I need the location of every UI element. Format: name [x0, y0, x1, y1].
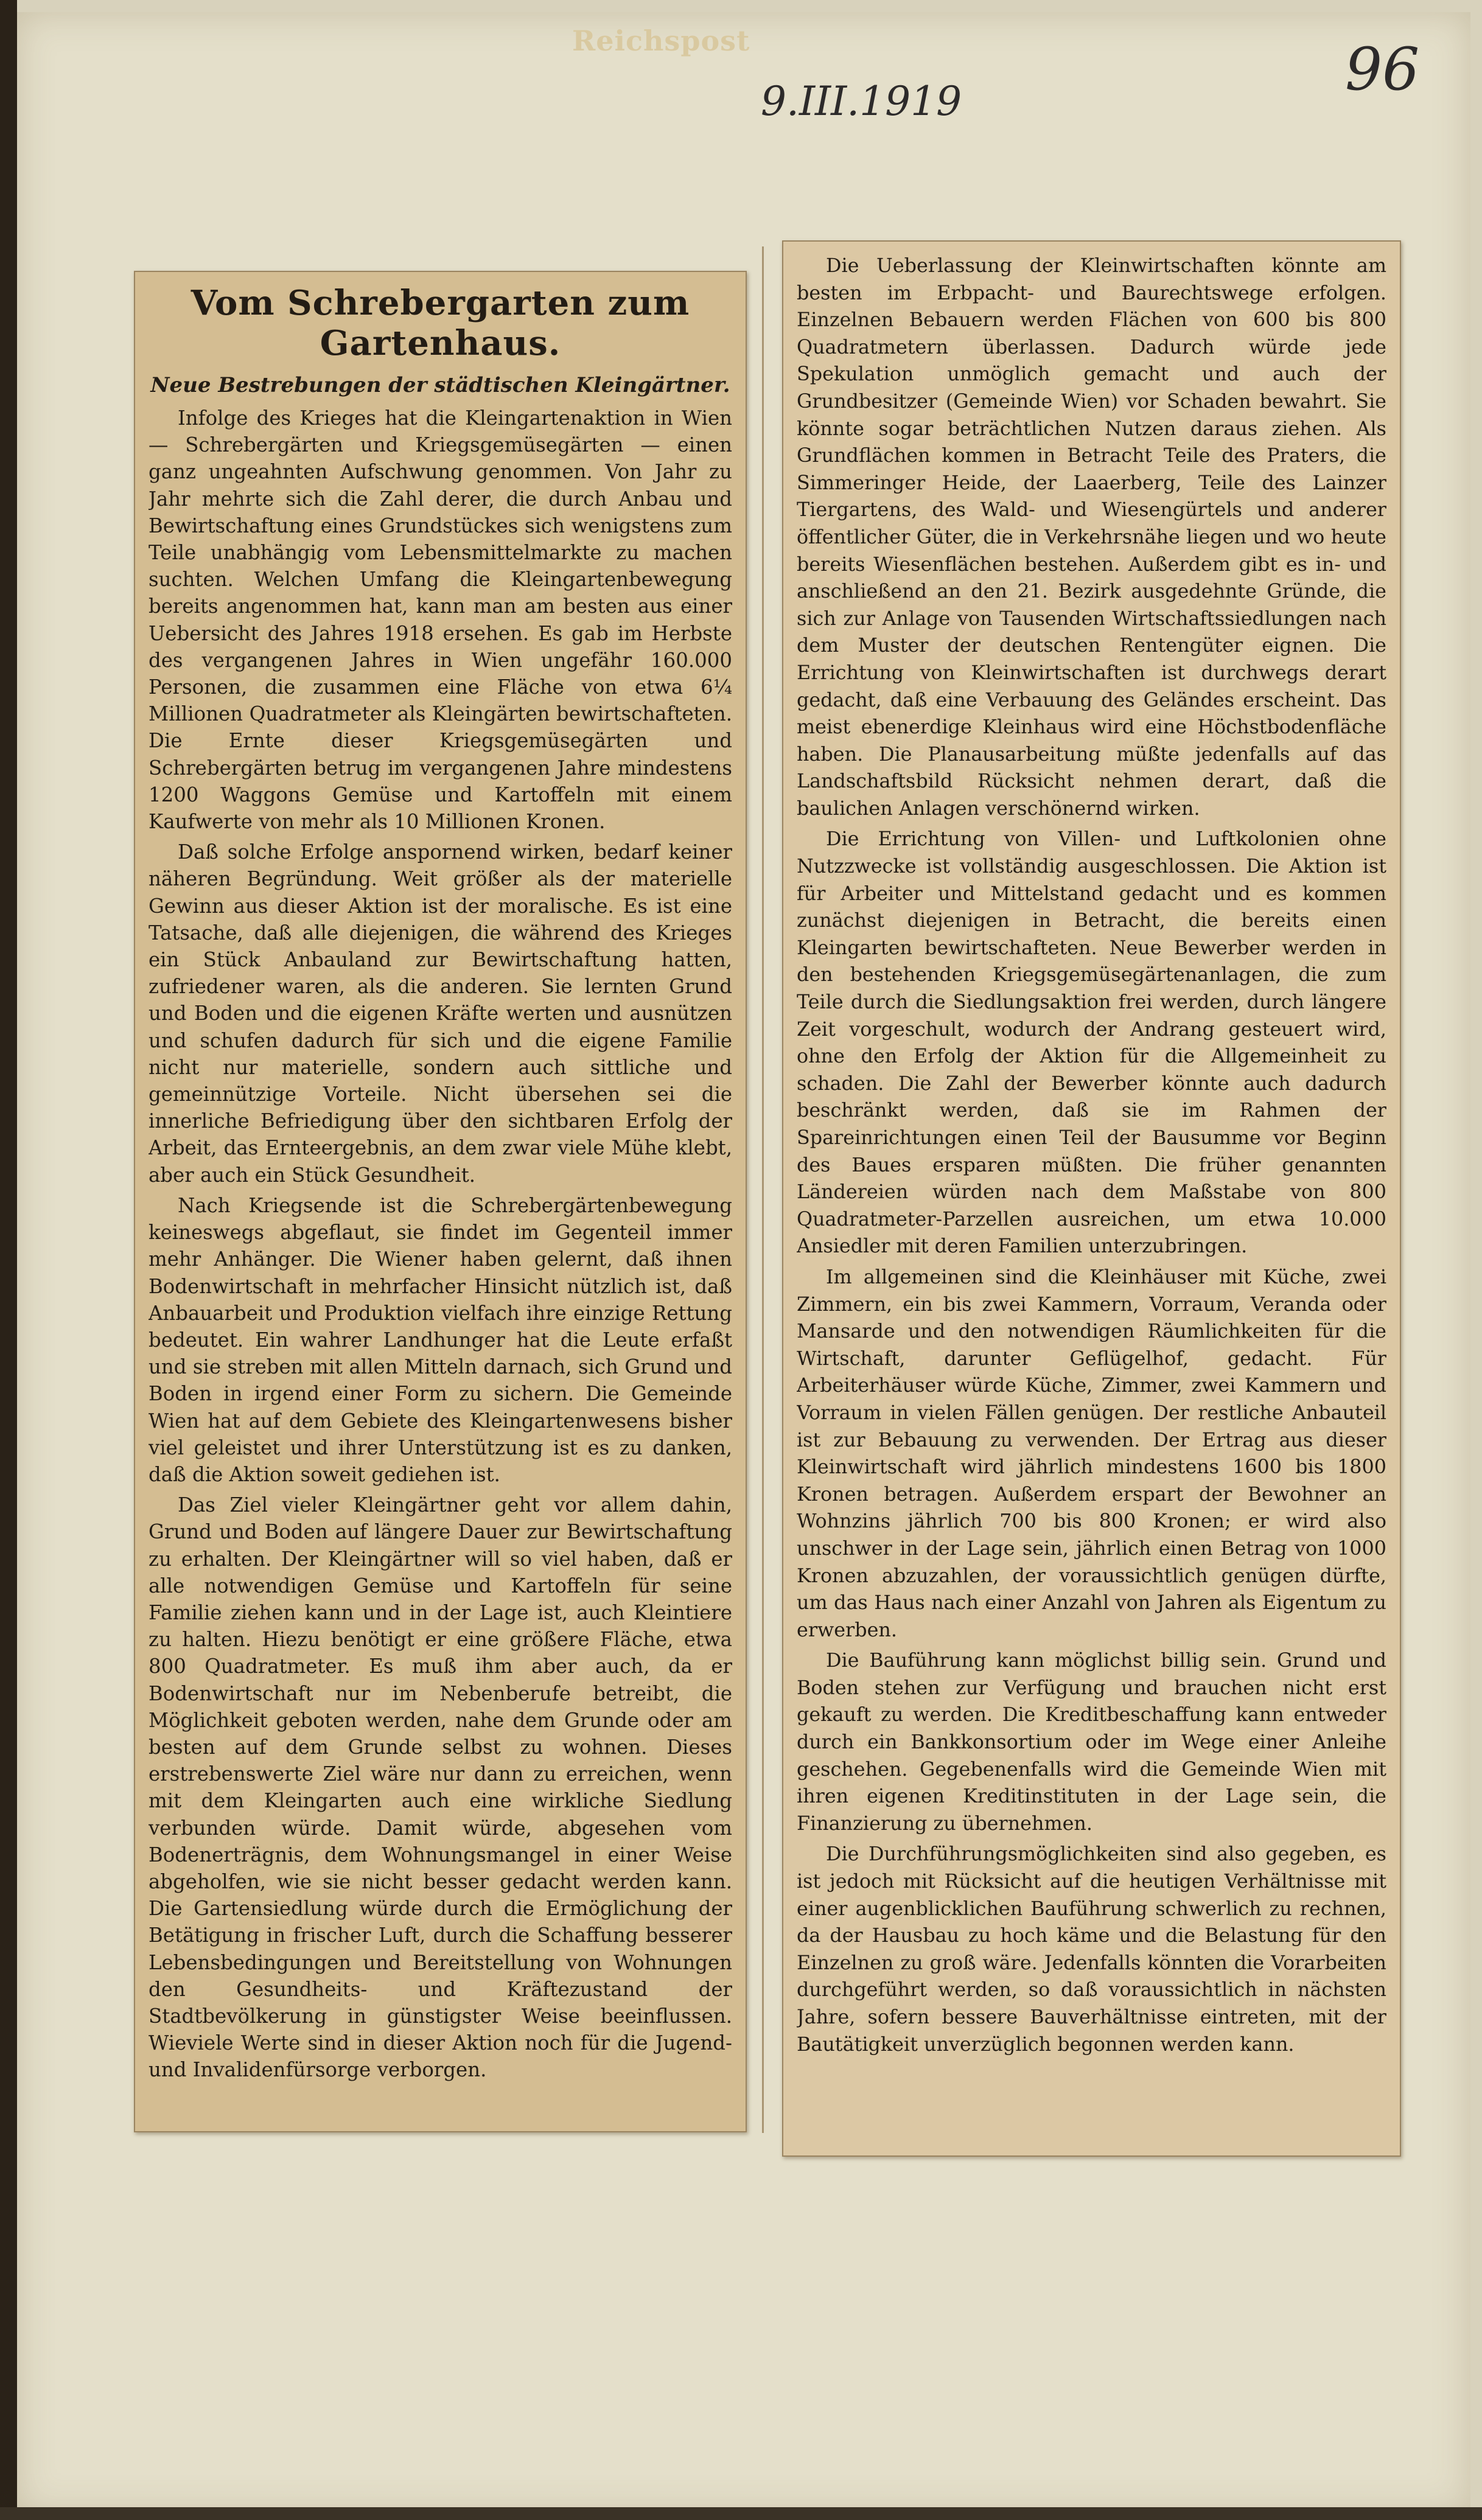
right-paragraph: Die Bauführung kann möglichst billig sein. Grund und Boden stehen zur Verfügung und brauchen nicht erst gekauft zu werden. Die Kreditbeschaffung kann entweder durch ein Bankkonsortium oder im Wege einer Anleihe geschehen. Gegebenenfalls wird die Gemeinde Wien mit ihren eigenen Kreditinstituten in der Lage sein, die Finanzierung zu übernehmen. [797, 1649, 1386, 1835]
handwritten-date: 9.III.1919 [761, 78, 962, 125]
handwritten-number: 96 [1345, 35, 1420, 103]
right-paragraph: Die Errichtung von Villen- und Luftkolonien ohne Nutzzwecke ist vollständig ausgeschlossen. Die Aktion ist für Arbeiter und Mittelstand gedacht und es kommen zunächst diejenigen in Betracht, die bereits einen Kleingarten bewirtschafteten. Neue Bewerber werden in den bestehenden Kriegsgemüsegärtenanlagen, die zum Teile durch die Siedlungsaktion frei werden, durch längere Zeit vorgeschult, wodurch der Andrang gesteuert wird, ohne den Erfolg der Aktion für die Allgemeinheit zu schaden. Die Zahl der Bewerber könnte auch dadurch beschränkt werden, daß sie im Rahmen der Spareinrichtungen einen Teil der Bausumme vor Beginn des Baues ersparen müßten. Die früher genannten Ländereien würden nach dem Maßstabe von 800 Quadratmeter-Parzellen ausreichen, um etwa 10.000 Ansiedler mit deren Familien unterzubringen. [797, 828, 1386, 1258]
left-paragraph: Infolge des Krieges hat die Kleingartenaktion in Wien — Schrebergärten und Kriegsgemüsegärten — einen ganz ungeahnten Aufschwung genommen. Von Jahr zu Jahr mehrte sich die Zahl derer, die durch Anbau und Bewirtschaftung eines Grundstückes sich wenigstens zum Teile unabhängig vom Lebensmittelmarkte zu machen suchten. Welchen Umfang die Kleingartenbewegung bereits angenommen hat, kann man am besten aus einer Uebersicht des Jahres 1918 ersehen. Es gab im Herbste des vergangenen Jahres in Wien ungefähr 160.000 Personen, die zusammen eine Fläche von etwa 6¼ Millionen Quadratmeter als Kleingärten bewirtschafteten. Die Ernte dieser Kriegsgemüsegärten und Schrebergärten betrug im vergangenen Jahre mindestens 1200 Waggons Gemüse und Kartoffeln mit einem Kaufwerte von mehr als 10 Millionen Kronen. [149, 407, 732, 834]
source-stamp: Reichspost [572, 24, 750, 57]
clipping-left-column [134, 271, 747, 2132]
left-paragraph: Nach Kriegsende ist die Schrebergärtenbewegung keineswegs abgeflaut, sie findet im Gegenteil immer mehr Anhänger. Die Wiener haben gelernt, daß ihnen Bodenwirtschaft in mehrfacher Hinsicht nützlich ist, daß Anbauarbeit und Produktion vielfach ihre einzige Rettung bedeutet. Ein wahrer Landhunger hat die Leute erfaßt und sie streben mit allen Mitteln darnach, sich Grund und Boden in irgend einer Form zu sichern. Die Gemeinde Wien hat auf dem Gebiete des Kleingartenwesens bisher viel geleistet und ihrer Unterstützung ist es zu danken, daß die Aktion soweit gediehen ist. [149, 1193, 732, 1486]
article-subtitle: Neue Bestrebungen der städtischen Kleingärtner. [150, 373, 730, 397]
left-paragraph: Das Ziel vieler Kleingärtner geht vor allem dahin, Grund und Boden auf längere Dauer zur Bewirtschaftung zu erhalten. Der Kleingärtner will so viel haben, daß er alle notwendigen Gemüse und Kartoffeln für seine Familie ziehen kann und in der Lage ist, auch Kleintiere zu halten. Hiezu benötigt er eine größere Fläche, etwa 800 Quadratmeter. Es muß ihm aber auch, da er Bodenwirtschaft nur im Nebenberufe betreibt, die Möglichkeit geboten werden, nahe dem Grunde oder am besten auf dem Grunde selbst zu wohnen. Dieses erstrebenswerte Ziel wäre nur dann zu erreichen, wenn mit dem Kleingarten auch eine wirkliche Siedlung verbunden würde. Damit würde, abgesehen vom Bodenerträgnis, dem Wohnungsmangel in einer Weise abgeholfen, wie sie nicht besser gedacht werden kann. Die Gartensiedlung würde durch die Ermöglichung der Betätigung in frischer Luft, durch die Schaffung besserer Lebensbedingungen und Bereitstellung von Wohnungen den Gesundheits- und Kräftezustand der Stadtbevölkerung in günstigster Weise beeinflussen. Wieviele Werte sind in dieser Aktion noch für die Jugend- und Invalidenfürsorge verborgen. [149, 1493, 732, 2082]
right-paragraph: Die Ueberlassung der Kleinwirtschaften könnte am besten im Erbpacht- und Baurechtswege erfolgen. Einzelnen Bebauern werden Flächen von 600 bis 800 Quadratmetern überlassen. Dadurch würde jede Spekulation unmöglich gemacht und auch der Grundbesitzer (Gemeinde Wien) vor Schaden bewahrt. Sie könnte sogar beträchtlichen Nutzen daraus ziehen. Als Grundflächen kommen in Betracht Teile des Praters, die Simmeringer Heide, der Laaerberg, Teile des Lainzer Tiergartens, des Wald- und Wiesengürtels und anderer öffentlicher Güter, die in Verkehrsnähe liegen und wo heute bereits Wiesenflächen bestehen. Außerdem gibt es in- und anschließend an den 21. Bezirk ausgedehnte Gründe, die sich zur Anlage von Tausenden Wirtschaftssiedlungen nach dem Muster der deutschen Rentengüter eignen. Die Errichtung von Kleinwirtschaften ist durchwegs derart gedacht, daß eine Verbauung des Geländes erscheint. Das meist ebenerdige Kleinhaus wird eine Höchstbodenfläche haben. Die Planausarbeitung müßte jedenfalls auf das Landschaftsbild Rücksicht nehmen derart, daß die baulichen Anlagen verschönernd wirken. [797, 254, 1386, 820]
clipping-right-column [782, 240, 1401, 2157]
right-paragraph: Die Durchführungsmöglichkeiten sind also gegeben, es ist jedoch mit Rücksicht auf die heutigen Verhältnisse mit einer augenblicklichen Bauführung schwerlich zu rechnen, da der Hausbau zu hoch käme und die Belastung für den Einzelnen zu groß wäre. Jedenfalls könnten die Vorarbeiten durchgeführt werden, so daß voraussichtlich in nächsten Jahre, sofern bessere Bauverhältnisse eintreten, mit der Bautätigkeit unverzüglich begonnen werden kann. [797, 1843, 1386, 2056]
scan-edge-left [0, 0, 17, 2520]
left-paragraph: Daß solche Erfolge anspornend wirken, bedarf keiner näheren Begründung. Weit größer als der materielle Gewinn aus dieser Aktion ist der moralische. Es ist eine Tatsache, daß alle diejenigen, die während des Krieges ein Stück Anbauland zur Bewirtschaftung hatten, zufriedener waren, als die anderen. Sie lernten Grund und Boden und die eigenen Kräfte werten und ausnützen und schufen dadurch für sich und die eigene Familie nicht nur materielle, sondern auch sittliche und gemeinnützige Vorteile. Nicht übersehen sei die innerliche Befriedigung über den sichtbaren Erfolg der Arbeit, das Ernteergebnis, an dem zwar viele Mühe klebt, aber auch ein Stück Gesundheit. [149, 840, 732, 1187]
right-paragraph: Im allgemeinen sind die Kleinhäuser mit Küche, zwei Zimmern, ein bis zwei Kammern, Vorraum, Veranda oder Mansarde und den notwendigen Räumlichkeiten für die Wirtschaft, darunter Geflügelhof, gedacht. Für Arbeiterhäuser würde Küche, Zimmer, zwei Kammern und Vorraum in vielen Fällen genügen. Der restliche Anbauteil ist zur Bebauung zu verwenden. Der Ertrag aus dieser Kleinwirtschaft wird jährlich mindestens 1600 bis 1800 Kronen betragen. Außerdem erspart der Bewohner an Wohnzins jährlich 700 bis 800 Kronen; er wird also unschwer in der Lage sein, jährlich einen Betrag von 1000 Kronen abzuzahlen, der voraussichtlich genügen dürfte, um das Haus nach einer Anzahl von Jahren als Eigentum zu erwerben. [797, 1265, 1386, 1641]
column-divider [762, 246, 764, 2133]
article-title: Vom Schrebergarten zum Gartenhaus. [190, 283, 690, 363]
scan-edge-bottom [0, 2507, 1482, 2520]
